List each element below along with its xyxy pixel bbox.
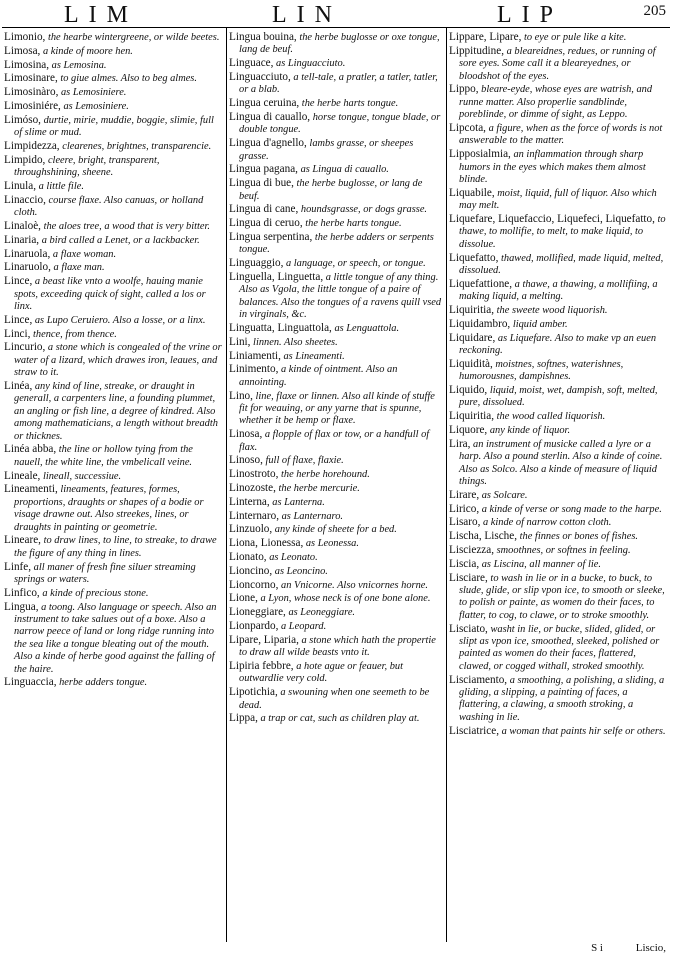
entry-definition: a kinde of narrow cotton cloth. [480, 517, 612, 529]
entry-headword: Lisciare, [449, 571, 488, 584]
dictionary-column-2 [229, 31, 445, 726]
entry-definition: moist, liquid, full of liquor. Also which may melt. [459, 187, 657, 212]
dictionary-entry [229, 551, 445, 564]
entry-headword: Liquefatto, [449, 251, 499, 264]
entry-headword: Limpidezza, [4, 139, 60, 152]
entry-headword: Linguatta, Linguattola, [229, 322, 332, 335]
dictionary-entry [229, 177, 445, 203]
entry-headword: Lineare, [4, 534, 41, 547]
dictionary-entry [449, 252, 670, 278]
entry-definition: a tell-tale, a pratler, a tatler, tatler, or a blab. [239, 72, 438, 96]
entry-headword: Linéa abba, [4, 443, 57, 456]
entry-definition: a flopple of flax or tow, or a handfull of flax. [239, 429, 430, 453]
entry-definition: a little file. [36, 180, 84, 192]
entry-definition: as Lanternaro. [279, 510, 344, 522]
running-header [0, 0, 674, 26]
entry-headword: Lingua serpentina, [229, 231, 313, 243]
entry-definition: course flaxe. Also canuas, or holland cloth. [14, 194, 204, 219]
entry-definition: an instrument of musicke called a lyre or a harp. Also a pound sterlin. Also a kinde of coine. Also as Solco. Also a kinde of measure of liquid things. [459, 438, 663, 488]
entry-definition: lineall, successiue. [40, 470, 122, 482]
dictionary-entry [4, 248, 224, 261]
entry-headword: Lippare, Lipare, [449, 31, 522, 43]
entry-headword: Linoso, [229, 454, 263, 467]
entry-headword: Linzuolo, [229, 523, 273, 536]
entry-definition: a stone which is congealed of the vrine or water of a lizard, which drawes iron, leaues, and straw to it. [14, 342, 222, 379]
entry-definition: a little tongue of any thing. Also as Vgola, the little tongue of a paire of balances. Also the tongues of a ravens quill vsed in virginals, &c. [239, 272, 442, 321]
dictionary-entry [229, 31, 445, 57]
entry-definition: thawed, mollified, made liquid, melted, dissolued. [459, 252, 664, 277]
dictionary-entry [449, 332, 670, 358]
entry-definition: as Lanterna. [269, 496, 325, 508]
entry-headword: Limosa, [4, 44, 41, 57]
entry-headword: Lipcota, [449, 122, 486, 135]
entry-definition: as Liscina, all manner of lie. [479, 558, 601, 570]
entry-headword: Lingua di ceruo, [229, 217, 303, 230]
entry-definition: the herbe buglosse or oxe tongue, lang de beuf. [239, 32, 440, 56]
dictionary-entry [229, 579, 445, 592]
entry-headword: Linaloè, [4, 219, 41, 232]
entry-definition: any kind of line, streake, or draught in generall, a carpenters line, a founding plummet, an angling or fish line, a degree of kindred. Also among mathematicians, a length without breadth or thicknes. [14, 380, 218, 442]
entry-headword: Lingua ceruina, [229, 97, 300, 110]
entry-headword: Lince, [4, 313, 33, 326]
entry-headword: Linternaro, [229, 509, 280, 522]
dictionary-entry [4, 100, 224, 113]
entry-headword: Linfe, [4, 560, 32, 573]
dictionary-entry [449, 83, 670, 121]
entry-definition: the wood called liquorish. [494, 411, 606, 423]
entry-headword: Linostroto, [229, 468, 279, 481]
entry-definition: the herbe horehound. [278, 469, 370, 481]
dictionary-entry [449, 410, 670, 423]
dictionary-entry [4, 314, 224, 327]
dictionary-entry [229, 428, 445, 454]
entry-definition: as Leoneggiare. [285, 607, 356, 619]
dictionary-entry [4, 601, 224, 676]
entry-headword: Liquido, [449, 384, 488, 397]
dictionary-entry [4, 261, 224, 274]
entry-headword: Linguacciuto, [229, 71, 291, 83]
header-left-word: LIM [64, 2, 138, 28]
dictionary-entry [449, 31, 670, 44]
dictionary-entry [4, 180, 224, 193]
entry-headword: Lisciamento, [449, 673, 508, 686]
page-footer [561, 942, 666, 954]
entry-definition: the herbe mercurie. [275, 483, 360, 495]
header-rule [2, 27, 670, 28]
entry-headword: Liquabile, [449, 186, 495, 199]
dictionary-entry [4, 45, 224, 58]
entry-headword: Liscia, [449, 557, 480, 570]
entry-definition: a language, or speech, or tongue. [283, 258, 426, 270]
entry-headword: Linula, [4, 179, 37, 192]
dictionary-entry [229, 634, 445, 660]
dictionary-entry [449, 384, 670, 410]
entry-headword: Linaria, [4, 233, 40, 246]
dictionary-entry [4, 275, 224, 313]
dictionary-entry [229, 137, 445, 163]
entry-definition: liquid amber. [510, 318, 568, 330]
entry-definition: as Lemosina. [49, 59, 107, 71]
dictionary-entry [229, 271, 445, 322]
entry-definition: to giue almes. Also to beg almes. [57, 73, 197, 85]
entry-definition: durtie, mirie, muddie, boggie, slimie, full of slime or mud. [14, 114, 214, 139]
entry-headword: Lino, [229, 389, 253, 402]
entry-definition: line, flaxe or linnen. Also all kinde of stuffe fit for weauing, or any yarne that is spunne, whether it be hemp or flaxe. [239, 390, 435, 427]
entry-definition: smoothnes, or softnes in feeling. [494, 545, 631, 557]
dictionary-entry [229, 203, 445, 216]
dictionary-entry [4, 534, 224, 560]
dictionary-entry [229, 163, 445, 176]
entry-definition: moistnes, softnes, waterishnes, humorousnes, dampishnes. [459, 358, 624, 383]
entry-headword: Limosinàro, [4, 86, 59, 99]
dictionary-entry [4, 154, 224, 180]
entry-definition: to thawe, to mollifie, to melt, to make liquid, to dissolue. [459, 214, 666, 250]
entry-definition: thence, from thence. [30, 328, 117, 340]
entry-definition: the line or hollow tying from the nauell, the white line, the vmbelicall veine. [14, 444, 193, 468]
entry-definition: the hearbe wintergreene, or wilde beetes. [45, 32, 220, 43]
entry-definition: as Linguacciuto. [273, 58, 346, 70]
entry-headword: Lisciezza, [449, 544, 495, 557]
dictionary-entry [229, 482, 445, 495]
entry-headword: Lini, [229, 335, 251, 348]
entry-definition: as Lemosiniere. [60, 100, 129, 112]
entry-definition: a woman that paints hir selfe or others. [499, 725, 666, 737]
dictionary-entry [449, 318, 670, 331]
catchword: Liscio, [635, 942, 666, 954]
entry-definition: a trap or cat, such as children play at. [257, 713, 420, 725]
dictionary-entry [229, 217, 445, 230]
page-number: 205 [643, 3, 666, 19]
entry-definition: a kinde of moore hen. [40, 45, 133, 57]
entry-headword: Linterna, [229, 495, 270, 508]
entry-headword: Lipotichia, [229, 686, 278, 699]
entry-definition: a kinde of verse or song made to the harpe. [479, 503, 662, 515]
dictionary-entry [4, 328, 224, 341]
entry-headword: Linguella, Linguetta, [229, 271, 324, 283]
entry-headword: Lince, [4, 275, 33, 288]
entry-definition: an inflammation through sharp humors in the eyes which makes them almost blinde. [459, 149, 646, 186]
entry-headword: Lirico, [449, 502, 480, 515]
entry-headword: Lingua di cauallo, [229, 111, 311, 123]
entry-headword: Lineamenti, [4, 483, 58, 496]
entry-headword: Liquefare, Liquefaccio, Liquefeci, Liquefatto, [449, 213, 655, 226]
dictionary-entry [4, 380, 224, 443]
entry-headword: Limosiniére, [4, 99, 61, 112]
dictionary-entry [229, 363, 445, 389]
entry-definition: a beast like vnto a woolfe, hauing manie spots, exceeding quick of sight, called a los or linx. [14, 276, 206, 312]
entry-definition: to wash in lie or in a bucke, to buck, to slude, glide, or slip vpon ice, to smooth or sleeke, to polish or painte, as women do their faces, to flatter, to cog, to clawe, or to stroke smoothly. [459, 572, 665, 621]
entry-definition: a kinde of ointment. Also an annointing. [239, 364, 398, 388]
dictionary-entry [449, 530, 670, 543]
entry-headword: Lisaro, [449, 516, 481, 529]
dictionary-entry [449, 544, 670, 557]
entry-definition: as Lemosiniere. [58, 87, 127, 99]
entry-definition: washt in lie, or bucke, slided, glided, or slipt as vpon ice, smoothed, sleeked, polished or painted as women do their faces, flattered, clawed, or cogged withall, stroked smoothly. [459, 623, 660, 672]
entry-headword: Lingua di cane, [229, 203, 299, 216]
dictionary-entry [229, 523, 445, 536]
entry-headword: Liquore, [449, 424, 488, 437]
dictionary-entry [449, 304, 670, 317]
entry-headword: Lippitudine, [449, 44, 504, 57]
dictionary-entry [229, 257, 445, 270]
entry-headword: Lira, [449, 437, 471, 450]
entry-definition: as Leonato. [266, 552, 318, 563]
entry-definition: to eye or pule like a kite. [521, 32, 627, 43]
dictionary-entry [4, 86, 224, 99]
entry-definition: any kinde of sheete for a bed. [272, 524, 397, 536]
dictionary-entry [449, 503, 670, 516]
dictionary-entry [449, 45, 670, 83]
entry-definition: a stone which hath the propertie to draw all wilde beasts vnto it. [239, 634, 436, 659]
entry-headword: Lineale, [4, 469, 41, 482]
entry-definition: as Lupo Ceruiero. Also a losse, or a linx. [32, 314, 206, 326]
entry-headword: Lione, [229, 592, 258, 605]
entry-headword: Linfico, [4, 586, 40, 599]
entry-definition: a flaxe woman. [50, 248, 117, 260]
entry-definition: the aloes tree, a wood that is very bitter. [40, 220, 210, 232]
entry-definition: as Lingua di cauallo. [297, 164, 389, 176]
entry-definition: the sweete wood liquorish. [494, 305, 608, 317]
entry-headword: Lincurio, [4, 341, 46, 354]
entry-headword: Lippo, [449, 83, 479, 96]
dictionary-entry [449, 358, 670, 384]
entry-headword: Lisciato, [449, 622, 488, 635]
entry-definition: all maner of fresh fine siluer streaming springs or waters. [14, 561, 196, 586]
entry-definition: the herbe harts tongue. [299, 98, 399, 110]
dictionary-entry [229, 454, 445, 467]
entry-headword: Linguaggio, [229, 257, 284, 270]
entry-headword: Lipposialmia, [449, 148, 511, 161]
entry-definition: a bleareidnes, redues, or running of sore eyes. Some call it a bleareyednes, or bloodshot of the eyes. [459, 45, 656, 82]
entry-definition: as Leonessa. [303, 538, 359, 550]
dictionary-entry [229, 97, 445, 110]
entry-definition: a toong. Also language or speech. Also an instrument to take salues out of a boxe. Also a narrow peece of land or long ridge running into the sea like a tongue bleating out of the mouth. Also a kinde of herbe good against the falling of the haire. [14, 601, 217, 675]
dictionary-entry [449, 122, 670, 148]
entry-definition: a hote ague or feauer, but outwardlie very cold. [239, 660, 403, 685]
entry-definition: herbe adders tongue. [56, 677, 148, 689]
entry-headword: Lirare, [449, 488, 480, 501]
entry-definition: to draw lines, to line, to streake, to drawe the figure of any thing in lines. [14, 535, 217, 559]
dictionary-entry [4, 561, 224, 587]
dictionary-entry [229, 537, 445, 550]
entry-headword: Lingua pagana, [229, 163, 298, 176]
dictionary-entry [449, 725, 670, 738]
entry-headword: Linguaccia, [4, 676, 57, 689]
dictionary-entry [229, 322, 445, 335]
entry-headword: Linimento, [229, 363, 279, 376]
dictionary-entry [229, 565, 445, 578]
entry-definition: the finnes or bones of fishes. [517, 531, 638, 543]
entry-headword: Linosa, [229, 428, 263, 441]
dictionary-entry [229, 111, 445, 137]
entry-definition: as Lenguattola. [331, 323, 400, 335]
entry-definition: the herbe adders or serpents tongue. [239, 232, 434, 256]
entry-definition: a kinde of precious stone. [39, 587, 149, 599]
dictionary-entry [229, 468, 445, 481]
dictionary-column-1 [4, 31, 224, 690]
entry-definition: a swouning when one seemeth to be dead. [239, 687, 430, 711]
entry-headword: Limosina, [4, 58, 50, 71]
dictionary-entry [449, 489, 670, 502]
dictionary-entry [229, 57, 445, 70]
entry-headword: Lionato, [229, 551, 267, 563]
entry-definition: clearenes, brightnes, transparencie. [59, 140, 212, 152]
entry-headword: Limosinare, [4, 72, 58, 85]
entry-definition: liquid, moist, wet, dampish, soft, melted, pure, dissolued. [459, 385, 658, 409]
entry-definition: full of flaxe, flaxie. [262, 455, 344, 467]
entry-headword: Liquidambro, [449, 317, 511, 330]
entry-headword: Lipiria febbre, [229, 659, 294, 672]
entry-headword: Linguace, [229, 57, 274, 70]
dictionary-entry [449, 558, 670, 571]
entry-definition: a figure, when as the force of words is not answerable to the matter. [459, 123, 663, 147]
entry-definition: as Liquefare. Also to make vp an euen reckoning. [459, 332, 657, 357]
dictionary-entry [4, 587, 224, 600]
entry-headword: Lipare, Liparia, [229, 633, 299, 646]
entry-definition: a bird called a Lenet, or a lackbacker. [39, 234, 200, 246]
dictionary-entry [4, 194, 224, 220]
dictionary-entry [449, 623, 670, 674]
entry-headword: Liniamenti, [229, 349, 281, 362]
entry-headword: Lioneggiare, [229, 606, 286, 619]
entry-headword: Lisciatrice, [449, 724, 500, 737]
entry-definition: as Solcare. [479, 489, 528, 501]
entry-headword: Limóso, [4, 113, 41, 126]
column-divider-2 [446, 28, 447, 942]
entry-definition: linnen. Also sheetes. [250, 336, 338, 348]
dictionary-entry [229, 231, 445, 257]
entry-headword: Liquiritia, [449, 410, 495, 423]
dictionary-entry [229, 592, 445, 605]
dictionary-entry [4, 341, 224, 379]
dictionary-entry [229, 496, 445, 509]
dictionary-entry [4, 483, 224, 534]
dictionary-entry [449, 674, 670, 725]
dictionary-entry [449, 572, 670, 623]
entry-headword: Lioncorno, [229, 578, 279, 591]
entry-headword: Linaruola, [4, 247, 51, 260]
dictionary-entry [229, 390, 445, 428]
entry-headword: Linaruolo, [4, 261, 51, 274]
entry-headword: Liquidità, [449, 357, 493, 370]
entry-definition: a smoothing, a polishing, a sliding, a gliding, a slipping, a painting of faces, a flattering, a clawing, a smooth stroking, a washing in lie. [459, 674, 665, 723]
signature-mark: S i [591, 942, 603, 954]
dictionary-entry [4, 140, 224, 153]
dictionary-entry [449, 516, 670, 529]
entry-headword: Lingua, [4, 600, 39, 613]
entry-headword: Lischa, Lische, [449, 530, 518, 543]
entry-headword: Liquefattione, [449, 277, 513, 290]
dictionary-entry [449, 148, 670, 186]
header-right-word: LIP [497, 2, 563, 28]
entry-definition: as Lineamenti. [280, 350, 345, 362]
dictionary-entry [4, 234, 224, 247]
column-divider-1 [226, 28, 227, 942]
dictionary-entry [4, 220, 224, 233]
entry-definition: bleare-eyde, whose eyes are watrish, and runne matter. Also properlie sandblinde, poreblinde, or dimme of sight, as Leppo. [459, 84, 653, 121]
entry-definition: as Leoncino. [272, 565, 328, 577]
entry-headword: Liquiritia, [449, 304, 495, 317]
dictionary-entry [4, 114, 224, 140]
entry-headword: Lionpardo, [229, 619, 279, 632]
dictionary-entry [229, 686, 445, 712]
entry-definition: lineaments, features, formes, proportions, draughts or shapes of a bodie or visage drawne out. Also streekes, lines, or draughts in painting or geometrie. [14, 484, 204, 533]
entry-headword: Linéa, [4, 379, 33, 392]
dictionary-column-3 [449, 31, 670, 738]
header-center-word: LIN [272, 2, 342, 28]
entry-definition: a Leopard. [278, 620, 327, 632]
entry-definition: cleere, bright, transparent, throughshining, sheene. [14, 154, 160, 179]
dictionary-entry [4, 31, 224, 44]
dictionary-entry [4, 676, 224, 689]
dictionary-entry [449, 213, 670, 251]
entry-definition: any kinde of liquor. [487, 425, 571, 437]
entry-headword: Limpido, [4, 153, 46, 166]
entry-headword: Linci, [4, 327, 31, 340]
dictionary-entry [229, 510, 445, 523]
entry-definition: an Vnicorne. Also vnicornes horne. [278, 579, 428, 591]
entry-definition: horse tongue, tongue blade, or double tongue. [239, 112, 441, 136]
entry-headword: Lippa, [229, 712, 258, 725]
dictionary-entry [4, 470, 224, 483]
dictionary-entry [449, 187, 670, 213]
entry-headword: Lingua di bue, [229, 177, 294, 190]
entry-headword: Linaccio, [4, 193, 46, 206]
entry-definition: a flaxe man. [50, 262, 105, 274]
entry-headword: Lingua bouina, [229, 31, 297, 43]
dictionary-entry [229, 606, 445, 619]
dictionary-entry [449, 424, 670, 437]
dictionary-entry [4, 72, 224, 85]
dictionary-entry [229, 71, 445, 97]
entry-definition: a Lyon, whose neck is of one bone alone. [257, 593, 431, 605]
dictionary-entry [229, 336, 445, 349]
entry-headword: Liquidare, [449, 331, 496, 344]
entry-definition: the herbe buglosse, or lang de beuf. [239, 178, 423, 202]
entry-definition: lambs grasse, or sheepes grasse. [239, 138, 414, 162]
dictionary-entry [449, 438, 670, 489]
entry-headword: Lioncino, [229, 564, 273, 577]
dictionary-entry [4, 443, 224, 469]
entry-headword: Lingua d'agnello, [229, 137, 307, 150]
entry-headword: Limonio, [4, 31, 46, 43]
dictionary-entry [229, 660, 445, 686]
dictionary-entry [229, 620, 445, 633]
entry-definition: houndsgrasse, or dogs grasse. [298, 204, 428, 216]
entry-headword: Liona, Lionessa, [229, 537, 304, 550]
dictionary-entry [4, 59, 224, 72]
entry-definition: a thawe, a thawing, a mollifiing, a making liquid, a melting. [459, 278, 658, 303]
dictionary-entry [229, 350, 445, 363]
entry-definition: the herbe harts tongue. [302, 218, 402, 230]
entry-headword: Linozoste, [229, 482, 276, 495]
dictionary-entry [229, 712, 445, 725]
dictionary-entry [449, 278, 670, 304]
